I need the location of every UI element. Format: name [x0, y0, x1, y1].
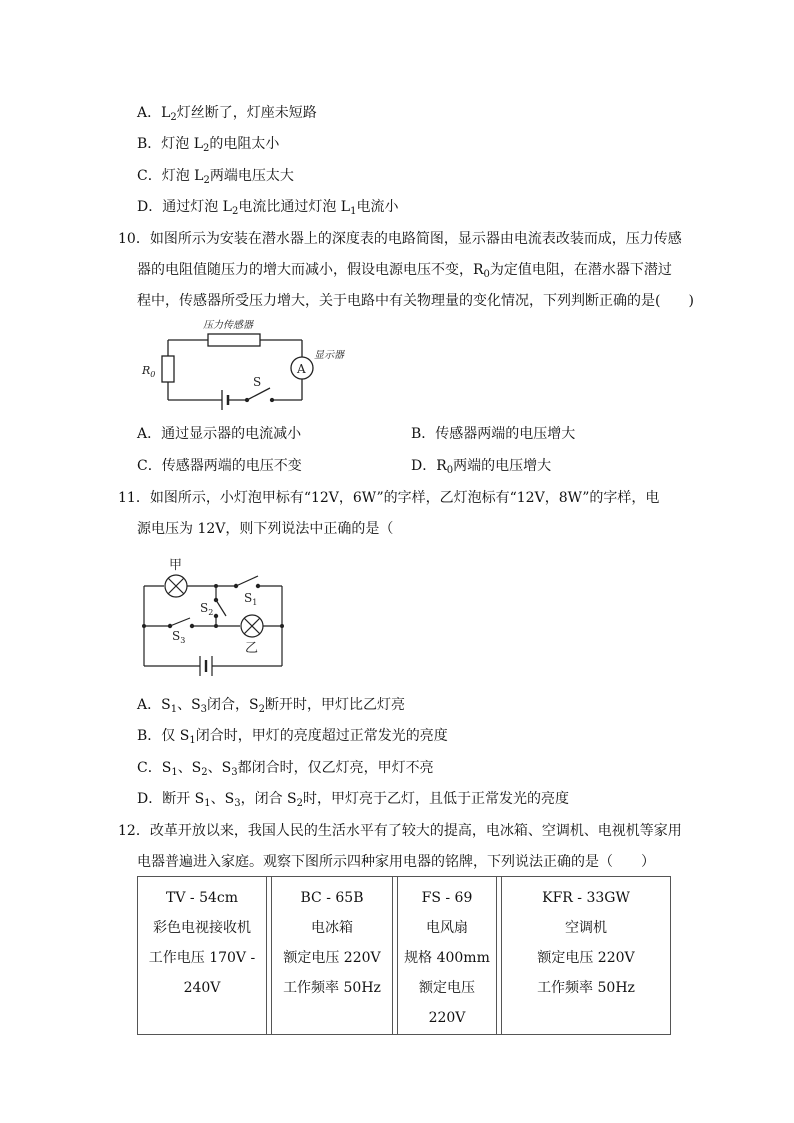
pressure-sensor-resistor: [208, 334, 260, 346]
switch-s3-lever: [170, 618, 190, 626]
q10-stem-line-1: 10．如图所示为安装在潜水器上的深度表的电路简图，显示器由电流表改装而成，压力传感: [118, 231, 682, 247]
ammeter-label: A: [297, 362, 306, 376]
r0-label: $R_0$: [142, 364, 156, 379]
q9-option-c: C．灯泡 $L_2$两端电压太大: [137, 168, 294, 186]
switch-s1-lever: [236, 576, 258, 586]
q11-option-c: C．$S_1$、$S_2$、$S_3$都闭合时，仅乙灯亮，甲灯不亮: [137, 760, 434, 778]
q10-stem-line-3: 程中，传感器所受压力增大，关于电路中有关物理量的变化情况，下列判断正确的是( ): [137, 293, 694, 309]
q10-option-d: D．$R_0$两端的电压增大: [411, 458, 552, 476]
q11-option-a: A．$S_1$、$S_3$闭合，$S_2$断开时，甲灯比乙灯亮: [137, 697, 406, 715]
sensor-label: 压力传感器: [203, 320, 253, 331]
lamp-yi-label: 乙: [245, 641, 259, 656]
q10-option-a: A．通过显示器的电流减小: [137, 426, 302, 442]
r0-resistor: [162, 356, 174, 382]
q9-option-a: A．$L_2$灯丝断了，灯座未短路: [137, 105, 317, 123]
q11-option-d: D．断开 $S_1$、$S_3$，闭合 $S_2$时，甲灯亮于乙灯，且低于正常发光的亮度: [137, 791, 570, 809]
switch-s-label: S: [253, 375, 262, 389]
q10-circuit-diagram: [136, 318, 376, 428]
switch-s3-label: $S_3$: [172, 629, 186, 645]
q11-stem-line-2: 源电压为 12V，则下列说法中正确的是（: [137, 521, 394, 537]
q10-option-b: B．传感器两端的电压增大: [411, 426, 576, 442]
q12-stem-line-1: 12．改革开放以来，我国人民的生活水平有了较大的提高，电冰箱、空调机、电视机等家用: [118, 823, 682, 839]
switch-s-lever: [247, 388, 270, 400]
display-label: 显示器: [314, 350, 344, 361]
switch-s2-lever: [216, 600, 226, 616]
nameplate-tv: TV - 54cm 彩色电视接收机 工作电压 170V - 240V: [148, 890, 256, 996]
q9-option-b: B．灯泡 $L_2$的电阻太小: [137, 136, 280, 154]
q11-stem-line-1: 11．如图所示，小灯泡甲标有“12V，6W”的字样，乙灯泡标有“12V，8W”的字样，电: [118, 490, 660, 506]
lamp-jia-label: 甲: [169, 558, 183, 573]
switch-s1-label: $S_1$: [244, 591, 258, 607]
nameplate-ac: KFR - 33GW 空调机 额定电压 220V 工作频率 50Hz: [537, 890, 635, 996]
appliance-nameplates-table: [137, 876, 671, 1035]
q9-option-d: D．通过灯泡 $L_2$电流比通过灯泡 $L_1$电流小: [137, 199, 399, 217]
q11-circuit-diagram: [138, 550, 298, 680]
q10-option-c: C．传感器两端的电压不变: [137, 458, 302, 474]
nameplate-fridge: BC - 65B 电冰箱 额定电压 220V 工作频率 50Hz: [283, 890, 381, 996]
switch-s2-label: $S_2$: [200, 601, 214, 617]
q12-stem-line-2: 电器普遍进入家庭。观察下图所示四种家用电器的铭牌，下列说法正确的是（ ）: [137, 854, 655, 870]
q10-stem-line-2: 器的电阻值随压力的增大而减小，假设电源电压不变，$R_0$为定值电阻，在潜水器下潜过: [137, 262, 672, 280]
q11-option-b: B．仅 $S_1$闭合时，甲灯的亮度超过正常发光的亮度: [137, 728, 448, 746]
nameplate-fan: FS - 69 电风扇 规格 400mm 额定电压 220V: [404, 890, 490, 1026]
